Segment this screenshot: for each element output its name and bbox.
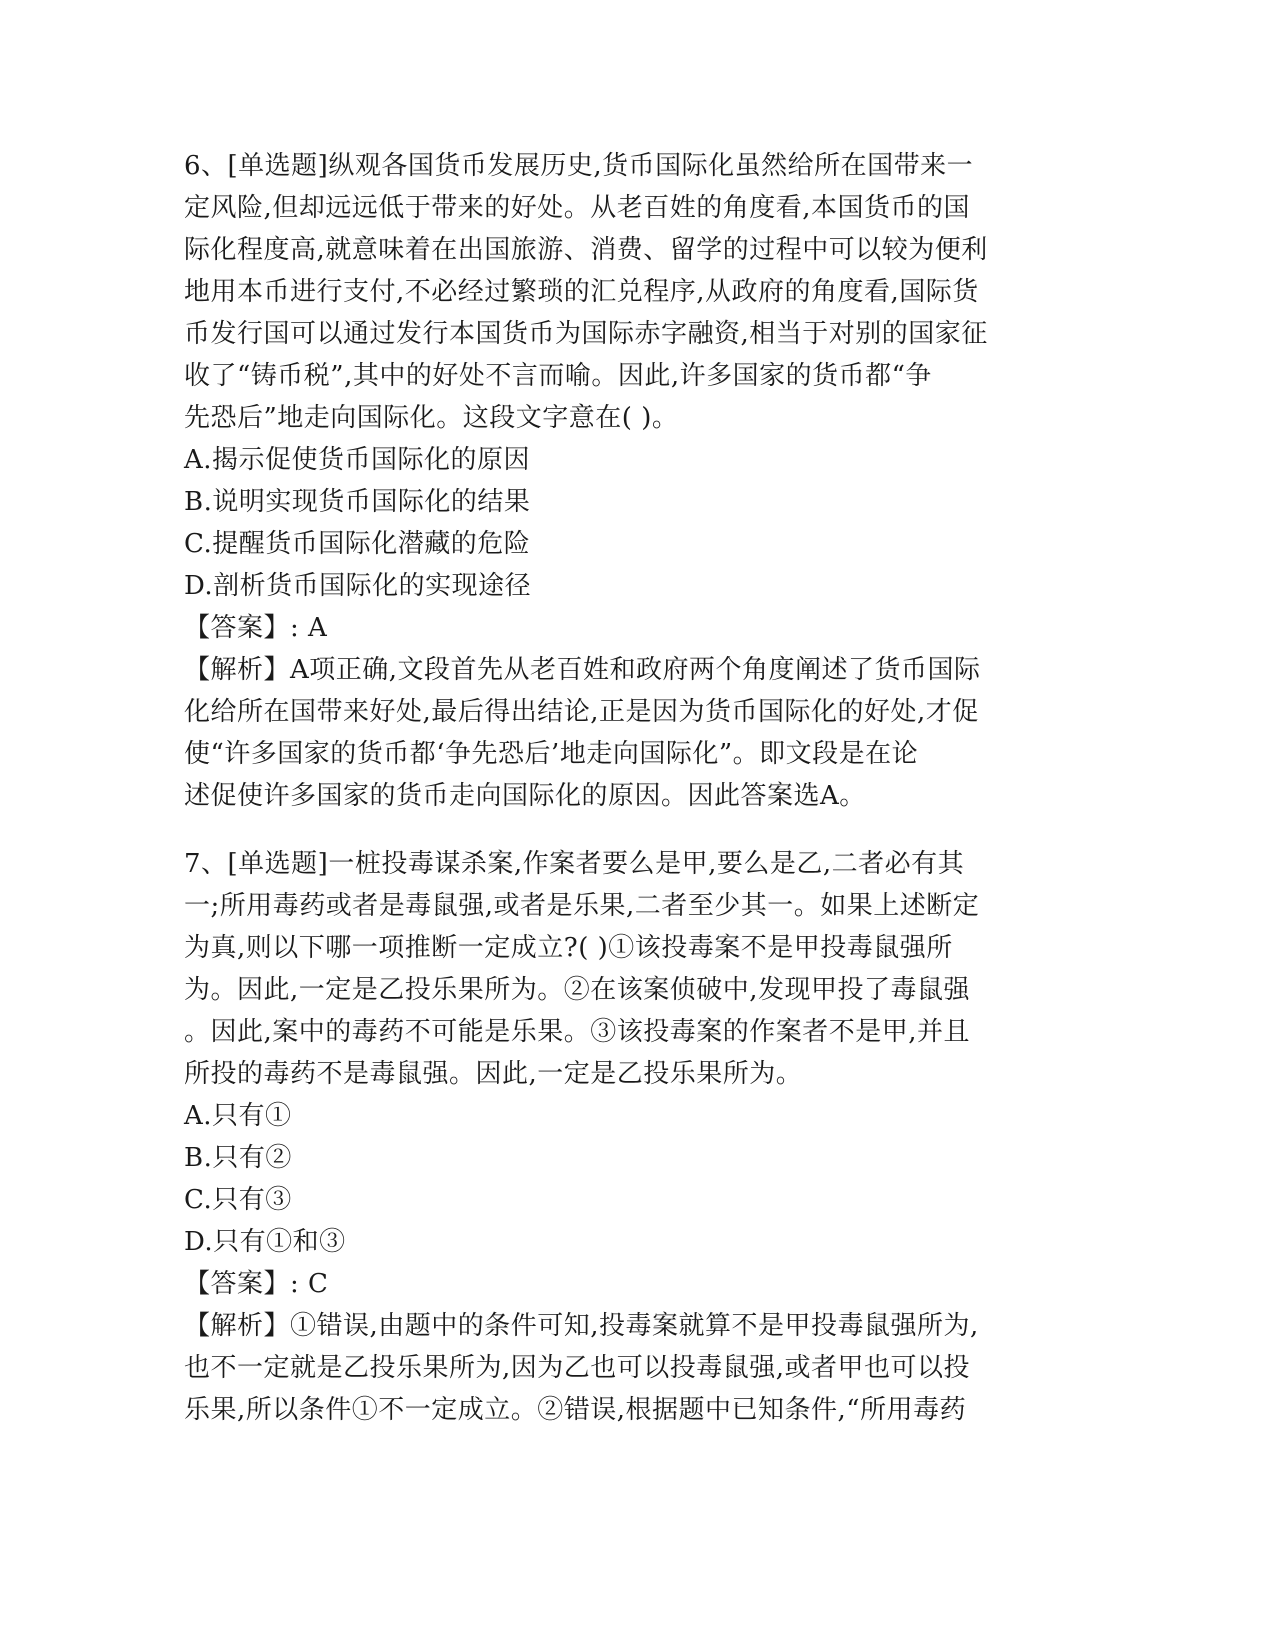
question-7	[184, 843, 1084, 1431]
analysis-line: 【解析】A项正确,文段首先从老百姓和政府两个角度阐述了货币国际	[184, 655, 981, 685]
stem-line: 一;所用毒药或者是毒鼠强,或者是乐果,二者至少其一。如果上述断定	[184, 891, 980, 921]
document-page	[184, 145, 1084, 1431]
stem-line: 。因此,案中的毒药不可能是乐果。③该投毒案的作案者不是甲,并且	[184, 1017, 971, 1047]
question-stem	[184, 843, 1084, 1095]
option-a: A.只有①	[184, 1101, 292, 1131]
stem-line: 先恐后”地走向国际化。这段文字意在( )。	[184, 403, 679, 433]
stem-line: 7、[单选题]一桩投毒谋杀案,作案者要么是甲,要么是乙,二者必有其	[184, 849, 965, 879]
question-spacer	[184, 817, 1084, 843]
question-stem	[184, 145, 1084, 439]
option-a: A.揭示促使货币国际化的原因	[184, 445, 531, 475]
analysis	[184, 1305, 1084, 1431]
stem-line: 定风险,但却远远低于带来的好处。从老百姓的角度看,本国货币的国	[184, 193, 971, 223]
stem-line: 为。因此,一定是乙投乐果所为。②在该案侦破中,发现甲投了毒鼠强	[184, 975, 971, 1005]
analysis-line: 述促使许多国家的货币走向国际化的原因。因此答案选A。	[184, 781, 866, 811]
option-c: C.提醒货币国际化潜藏的危险	[184, 529, 531, 559]
option-d: D.只有①和③	[184, 1227, 346, 1257]
option-c: C.只有③	[184, 1185, 292, 1215]
stem-line: 币发行国可以通过发行本国货币为国际赤字融资,相当于对别的国家征	[184, 319, 988, 349]
analysis	[184, 649, 1084, 817]
stem-line: 际化程度高,就意味着在出国旅游、消费、留学的过程中可以较为便利	[184, 235, 988, 265]
option-b: B.说明实现货币国际化的结果	[184, 487, 531, 517]
stem-line: 地用本币进行支付,不必经过繁琐的汇兑程序,从政府的角度看,国际货	[184, 277, 979, 307]
stem-line: 6、[单选题]纵观各国货币发展历史,货币国际化虽然给所在国带来一	[184, 151, 974, 181]
option-d: D.剖析货币国际化的实现途径	[184, 571, 532, 601]
answer-line: 【答案】: C	[184, 1269, 329, 1299]
stem-line: 为真,则以下哪一项推断一定成立?( )①该投毒案不是甲投毒鼠强所	[184, 933, 953, 963]
analysis-line: 乐果,所以条件①不一定成立。②错误,根据题中已知条件,“所用毒药	[184, 1395, 967, 1425]
stem-line: 收了“铸币税”,其中的好处不言而喻。因此,许多国家的货币都“争	[184, 361, 932, 391]
analysis-line: 【解析】①错误,由题中的条件可知,投毒案就算不是甲投毒鼠强所为,	[184, 1311, 979, 1341]
option-b: B.只有②	[184, 1143, 292, 1173]
analysis-line: 也不一定就是乙投乐果所为,因为乙也可以投毒鼠强,或者甲也可以投	[184, 1353, 971, 1383]
options-list	[184, 439, 1084, 607]
stem-line: 所投的毒药不是毒鼠强。因此,一定是乙投乐果所为。	[184, 1059, 803, 1089]
analysis-line: 使“许多国家的货币都‘争先恐后’地走向国际化”。即文段是在论	[184, 739, 919, 769]
analysis-line: 化给所在国带来好处,最后得出结论,正是因为货币国际化的好处,才促	[184, 697, 979, 727]
options-list	[184, 1095, 1084, 1263]
question-6	[184, 145, 1084, 817]
answer-line: 【答案】: A	[184, 613, 328, 643]
